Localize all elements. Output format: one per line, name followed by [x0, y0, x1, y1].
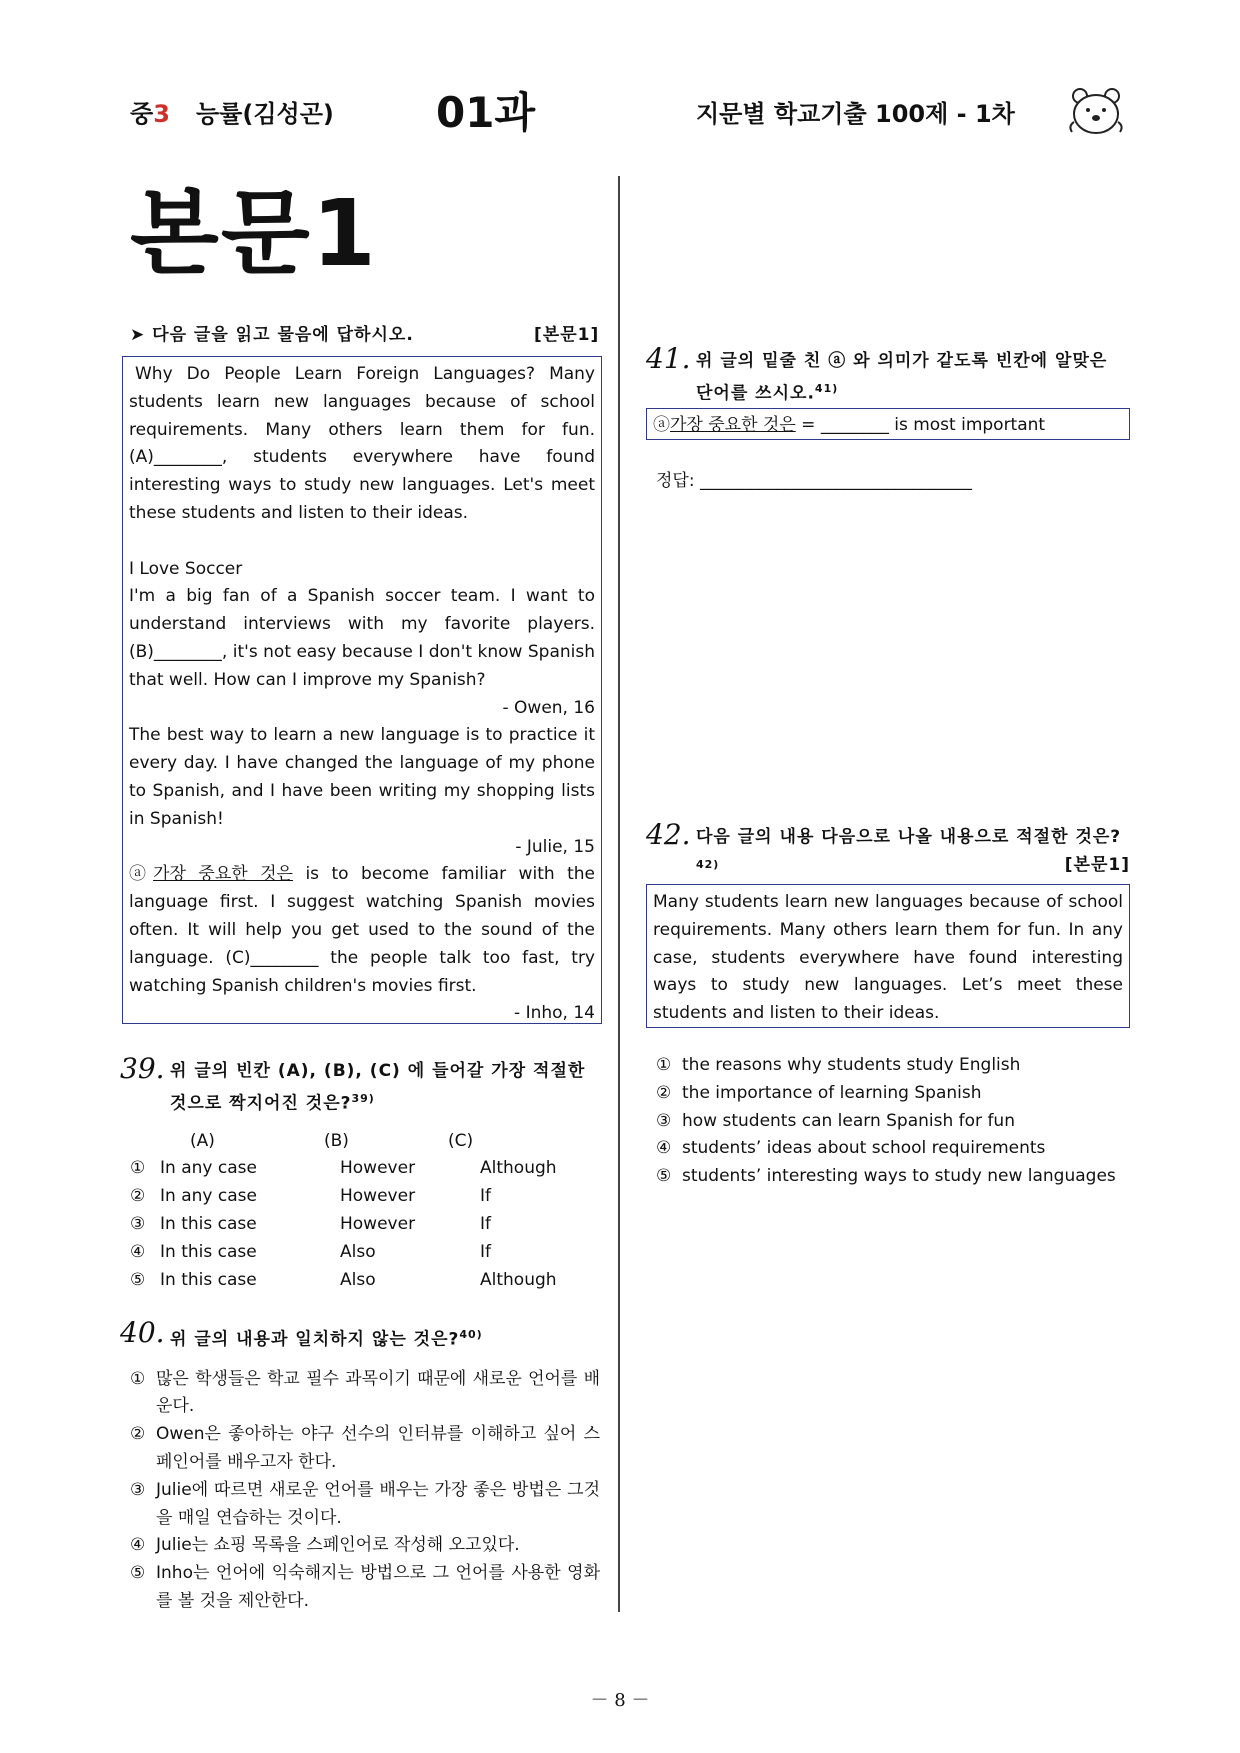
q40-option[interactable]: ② Owen은 좋아하는 야구 선수의 인터뷰를 이해하고 싶어 스페인어를 배우고자 한다.	[130, 1424, 600, 1473]
q39-option[interactable]: ① In any case However Although	[130, 1158, 557, 1179]
q40-text: 위 글의 내용과 일치하지 않는 것은?$^{40)}$	[170, 1328, 483, 1350]
q39-column-headers: (A) (B) (C)	[190, 1130, 474, 1151]
q40-number: 40.	[120, 1316, 165, 1349]
instruction-tag: [본문1]	[534, 325, 600, 345]
question-40	[120, 1316, 600, 1616]
grade-label: 중3	[130, 100, 170, 128]
julie-text: The best way to learn a new language is to practice it every day. I have changed the language of my phone to Spanish, and I have been writing my shopping lists in Spanish!	[129, 725, 595, 829]
bear-mascot-icon	[1066, 82, 1126, 140]
q42-number: 42.	[646, 818, 691, 851]
underlined-phrase: 가장 중요한 것은	[153, 864, 293, 885]
q42-option[interactable]: ① the reasons why students study English	[656, 1055, 1021, 1075]
q41-box: ⓐ가장 중요한 것은 = ________ is most important	[646, 408, 1130, 440]
q40-option[interactable]: ① 많은 학생들은 학교 필수 과목이기 때문에 새로운 언어를 배운다.	[130, 1368, 600, 1417]
passage-intro: Why Do People Learn Foreign Languages? Many students learn new languages because of school requirements. Many others learn them for fun. (A)________, students everywhere have found interesting ways to study new languages. Let's meet these students and listen to their ideas.	[129, 364, 595, 523]
q40-option[interactable]: ③ Julie에 따르면 새로운 언어를 배우는 가장 좋은 방법은 그것을 매일 연습하는 것이다.	[130, 1479, 600, 1528]
q39-option[interactable]: ④ In this case Also If	[130, 1241, 491, 1262]
textbook-label: 능률(김성곤)	[196, 100, 334, 128]
instruction: ➤ 다음 글을 읽고 물음에 답하시오.	[130, 325, 414, 345]
q42-tag: [본문1]	[1064, 855, 1130, 875]
q42-options	[656, 1052, 1126, 1191]
q41-number: 41.	[646, 342, 691, 375]
owen-signature: - Owen, 16	[502, 697, 595, 718]
q40-option[interactable]: ④ Julie는 쇼핑 목록을 스페인어로 작성해 오고있다.	[130, 1535, 520, 1556]
q42-option[interactable]: ⑤ students’ interesting ways to study new languages	[656, 1166, 1116, 1187]
q39-number: 39.	[120, 1052, 165, 1085]
owen-text: I'm a big fan of a Spanish soccer team. I want to understand interviews with my favorite players. (B)________, it's not easy because I don't know Spanish that well. How can I improve my Spanish?	[129, 586, 595, 690]
q40-option[interactable]: ⑤ Inho는 언어에 익숙해지는 방법으로 그 언어를 사용한 영화를 볼 것을 제안한다.	[130, 1563, 600, 1612]
passage-heading: I Love Soccer	[129, 558, 243, 579]
question-41	[646, 342, 1130, 408]
q39-option[interactable]: ② In any case However If	[130, 1186, 491, 1207]
q42-option[interactable]: ③ how students can learn Spanish for fun	[656, 1110, 1015, 1131]
q39-option[interactable]: ③ In this case However If	[130, 1214, 491, 1235]
passage-box	[122, 356, 602, 1024]
question-42	[646, 818, 1130, 884]
q42-passage-box: Many students learn new languages because of school requirements. Many others learn them for fun. In any case, students everywhere have found interesting ways to study new languages. Let’s meet these students and listen to their ideas.	[646, 884, 1130, 1028]
question-39	[120, 1052, 600, 1294]
q39-option[interactable]: ⑤ In this case Also Although	[130, 1269, 557, 1290]
q42-text: 다음 글의 내용 다음으로 나올 내용으로 적절한 것은?$^{42)}$ [본문1]	[696, 818, 1130, 884]
q42-option[interactable]: ② the importance of learning Spanish	[656, 1082, 982, 1103]
lesson-label: 01과	[436, 88, 536, 137]
series-label: 지문별 학교기출 100제 - 1차	[696, 100, 1015, 128]
column-divider	[618, 176, 620, 1612]
section-title: 본문1	[130, 180, 378, 287]
q41-answer-line[interactable]: 정답: ________________________________	[656, 471, 972, 491]
inho-text: ⓐ가장 중요한 것은 is to become familiar with the language first. I suggest watching Spanish movies often. It will help you get used to the sound of the language. (C)________ the people talk too fast, try watching Spanish children's movies first.	[129, 864, 596, 996]
page-number: － 8 －	[590, 1690, 650, 1711]
q42-option[interactable]: ④ students’ ideas about school requirements	[656, 1138, 1046, 1159]
q39-text: 위 글의 빈칸 (A), (B), (C) 에 들어갈 가장 적절한 것으로 짝지어진 것은?$^{39)}$	[170, 1061, 586, 1114]
q41-text: 위 글의 밑줄 친 ⓐ 와 의미가 같도록 빈칸에 알맞은 단어를 쓰시오.$^{41)}$	[696, 351, 1108, 404]
julie-signature: - Julie, 15	[515, 836, 595, 857]
inho-signature: - Inho, 14	[514, 1003, 595, 1024]
